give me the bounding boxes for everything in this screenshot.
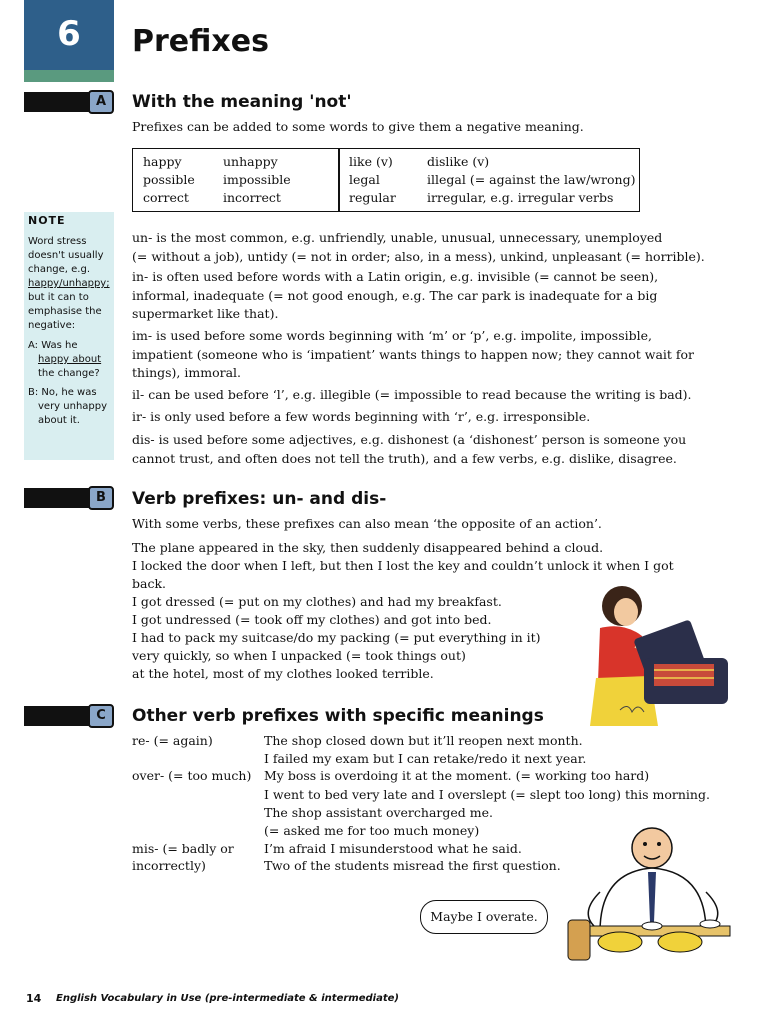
section-b-line: I got dressed (= put on my clothes) and had my breakfast. — [132, 594, 502, 609]
page-title: Prefixes — [132, 24, 269, 59]
note-example-word: happy/unhappy; — [28, 278, 110, 289]
section-b-line: back. — [132, 576, 167, 591]
note-line: change, e.g. — [28, 264, 91, 275]
section-a-intro: Prefixes can be added to some words to give them a negative meaning. — [132, 119, 584, 134]
section-b-line: With some verbs, these prefixes can also mean ‘the opposite of an action’. — [132, 516, 602, 531]
section-a-line: dis- is used before some adjectives, e.g. dishonest (a ‘dishonest’ person is someone you — [132, 432, 687, 447]
note-title: NOTE — [28, 214, 66, 227]
page-number: 14 — [26, 992, 42, 1005]
book-title: English Vocabulary in Use (pre-intermediate & intermediate) — [56, 993, 399, 1004]
table-cell: irregular, e.g. irregular verbs — [427, 190, 614, 205]
section-a-line: (= without a job), untidy (= not in order; also, in a mess), unkind, unpleasant (= horrible). — [132, 249, 705, 264]
example-sentence: (= asked me for too much money) — [264, 823, 480, 838]
table-cell: unhappy — [223, 154, 278, 169]
section-b-line: The plane appeared in the sky, then suddenly disappeared behind a cloud. — [132, 540, 604, 555]
section-a-line: im- is used before some words beginning with ‘m’ or ‘p’, e.g. impolite, impossible, — [132, 328, 652, 343]
prefix-label: mis- (= badly or — [132, 841, 234, 856]
section-a-line: un- is the most common, e.g. unfriendly, unable, unusual, unnecessary, unemployed — [132, 230, 663, 245]
table-cell: regular — [349, 190, 396, 205]
table-cell: possible — [143, 172, 195, 187]
example-sentence: My boss is overdoing it at the moment. (= working too hard) — [264, 768, 650, 783]
note-dialogue-a: the change? — [38, 368, 100, 379]
section-c-letter: C — [88, 704, 114, 728]
prefix-label: over- (= too much) — [132, 768, 252, 783]
note-line: but it can to — [28, 292, 89, 303]
prefix-table — [132, 148, 640, 212]
section-b-line: I locked the door when I left, but then I lost the key and couldn’t unlock it when I got — [132, 558, 674, 573]
section-c-title: Other verb prefixes with specific meanings — [132, 706, 544, 726]
note-line: emphasise the — [28, 306, 102, 317]
note-dialogue-a: happy about — [38, 354, 102, 365]
section-b-line: I had to pack my suitcase/do my packing (= put everything in it) — [132, 630, 541, 645]
section-b-title: Verb prefixes: un- and dis- — [132, 489, 387, 509]
table-cell: incorrect — [223, 190, 281, 205]
unit-number: 6 — [57, 14, 81, 54]
table-cell: legal — [349, 172, 380, 187]
note-dialogue-b: B: No, he was — [28, 387, 97, 398]
note-line: negative: — [28, 320, 76, 331]
section-a-line: il- can be used before ‘l’, e.g. illegible (= impossible to read because the writing is bad). — [132, 387, 692, 402]
section-a-line: in- is often used before words with a Latin origin, e.g. invisible (= cannot be seen), — [132, 269, 659, 284]
section-a-line: impatient (someone who is ‘impatient’ wants things to happen now; they cannot wait for — [132, 347, 695, 362]
section-b-line: I got undressed (= took off my clothes) and got into bed. — [132, 612, 492, 627]
example-sentence: I failed my exam but I can retake/redo it next year. — [264, 751, 587, 766]
section-a-line: things), immoral. — [132, 365, 241, 380]
example-sentence: The shop assistant overcharged me. — [264, 805, 493, 820]
example-sentence: I went to bed very late and I overslept (= slept too long) this morning. — [264, 787, 710, 802]
note-line: doesn't usually — [28, 250, 104, 261]
table-cell: dislike (v) — [427, 154, 490, 169]
section-b-line: very quickly, so when I unpacked (= took things out) — [132, 648, 466, 663]
note-line: Word stress — [28, 236, 87, 247]
table-cell: impossible — [223, 172, 291, 187]
section-b-line: at the hotel, most of my clothes looked terrible. — [132, 666, 434, 681]
section-a-title: With the meaning 'not' — [132, 92, 352, 112]
table-cell: correct — [143, 190, 189, 205]
section-a-letter: A — [88, 90, 114, 114]
example-sentence: I’m afraid I misunderstood what he said. — [264, 841, 522, 856]
example-sentence: Two of the students misread the first question. — [264, 858, 561, 873]
unit-tab-stripe — [24, 70, 114, 82]
table-cell: happy — [143, 154, 182, 169]
note-dialogue-b: very unhappy — [38, 401, 108, 412]
man-overeating-illustration — [560, 822, 740, 972]
prefix-label: re- (= again) — [132, 733, 213, 748]
prefix-label: incorrectly) — [132, 858, 206, 873]
speech-bubble: Maybe I overate. — [420, 900, 548, 934]
table-divider — [338, 149, 340, 211]
section-a-line: cannot trust, and often does not tell the truth), and a few verbs, e.g. dislike, disagree. — [132, 451, 677, 466]
note-dialogue-b: about it. — [38, 415, 80, 426]
section-b-letter: B — [88, 486, 114, 510]
table-cell: illegal (= against the law/wrong) — [427, 172, 636, 187]
example-sentence: The shop closed down but it’ll reopen next month. — [264, 733, 583, 748]
section-a-line: supermarket like that). — [132, 306, 279, 321]
section-a-line: informal, inadequate (= not good enough, e.g. The car park is inadequate for a big — [132, 288, 658, 303]
woman-packing-illustration — [570, 578, 738, 726]
section-a-line: ir- is only used before a few words beginning with ‘r’, e.g. irresponsible. — [132, 409, 591, 424]
table-cell: like (v) — [349, 154, 393, 169]
note-dialogue-a: A: Was he — [28, 340, 78, 351]
